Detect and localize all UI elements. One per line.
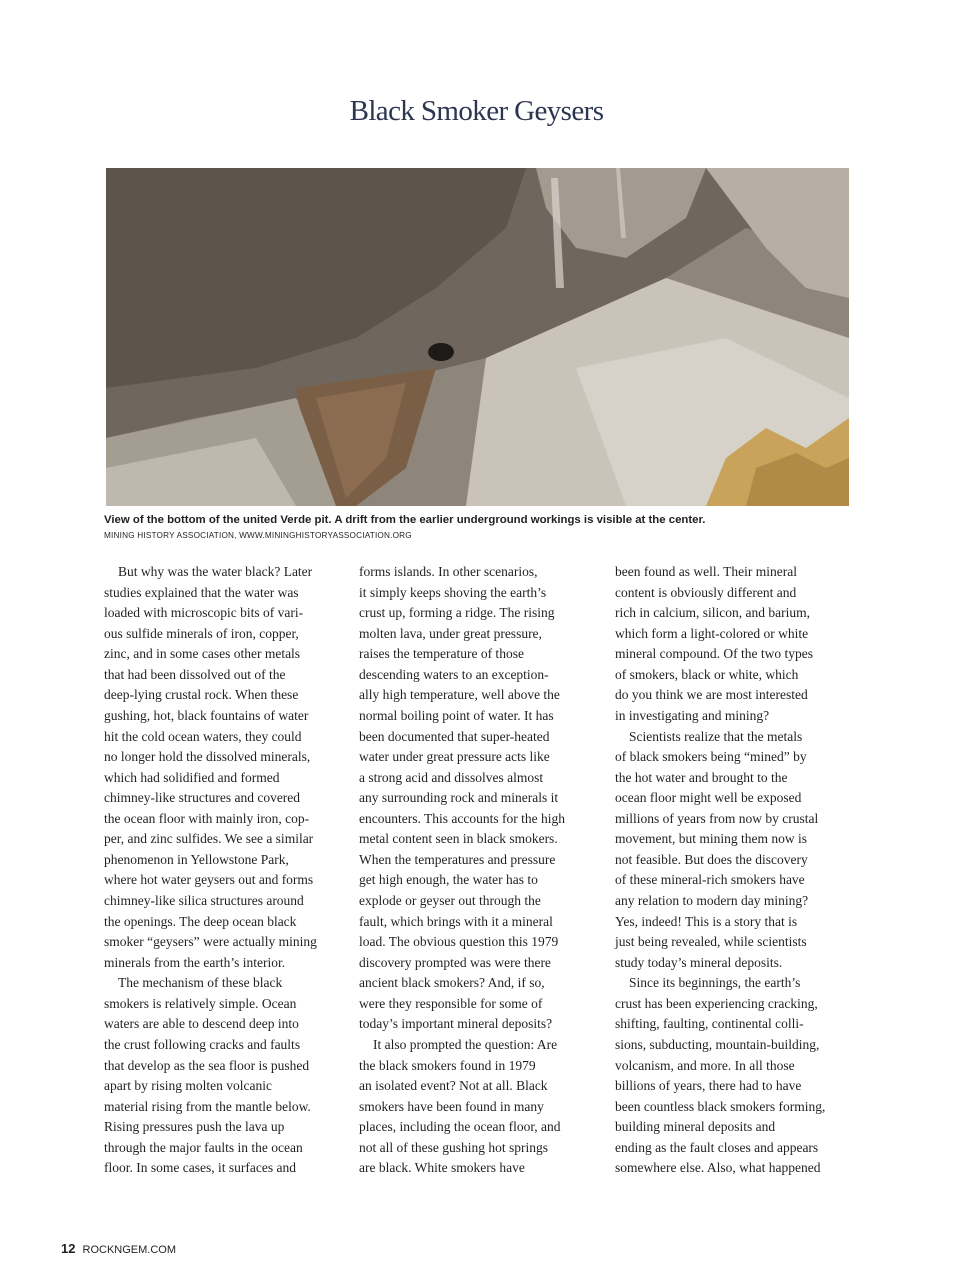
body-text-line: apart by rising molten volcanic [104, 1078, 272, 1094]
body-text-line: of smokers, black or white, which [615, 666, 799, 682]
body-text-line: floor. In some cases, it surfaces and [104, 1160, 296, 1176]
body-text-line: billions of years, there had to have [615, 1078, 802, 1094]
body-text-line: Rising pressures push the lava up [104, 1119, 285, 1135]
body-text-line: the ocean floor with mainly iron, cop- [104, 810, 310, 826]
body-text-line: zinc, and in some cases other metals [104, 646, 301, 662]
body-text-line: minerals from the earth’s interior. [104, 954, 286, 970]
body-text-line: smoker “geysers” were actually mining [104, 934, 317, 950]
text-column-2 [359, 562, 607, 1179]
body-text-line: encounters. This accounts for the high [359, 810, 565, 826]
text-column-3 [615, 562, 863, 1179]
body-text-line: volcanism, and more. In all those [615, 1057, 795, 1073]
photo-caption: View of the bottom of the united Verde pit. A drift from the earlier underground workings is visible at the center. [104, 514, 706, 526]
body-text-line: ending as the fault closes and appears [615, 1139, 819, 1155]
body-text-line: hit the cold ocean waters, they could [104, 728, 302, 744]
body-text-line: shifting, faulting, continental colli- [615, 1016, 804, 1032]
body-text-line: somewhere else. Also, what happened [615, 1160, 821, 1176]
body-text-line: any surrounding rock and minerals it [359, 790, 559, 806]
body-text-line: which had solidified and formed [104, 769, 280, 785]
body-text-line: just being revealed, while scientists [615, 934, 807, 950]
body-text-line: were they responsible for some of [359, 995, 543, 1011]
body-text-line: of black smokers being “mined” by [615, 749, 807, 765]
body-text-line: get high enough, the water has to [359, 872, 538, 888]
body-text-line: an isolated event? Not at all. Black [359, 1078, 548, 1094]
page-title: Black Smoker Geysers [349, 95, 604, 128]
body-text-line: millions of years from now by crustal [615, 810, 819, 826]
body-text-line: no longer hold the dissolved minerals, [104, 749, 311, 765]
body-text-line: smokers is relatively simple. Ocean [104, 995, 297, 1011]
body-text-line: study today’s mineral deposits. [615, 954, 783, 970]
body-text-line: ancient black smokers? And, if so, [359, 975, 545, 991]
photo-credit: MINING HISTORY ASSOCIATION, WWW.MININGHISTORYASSOCIATION.ORG [104, 531, 412, 540]
body-text-line: places, including the ocean floor, and [359, 1119, 561, 1135]
body-text-line: normal boiling point of water. It has [359, 707, 554, 723]
body-text-line: Since its beginnings, the earth’s [629, 975, 801, 991]
body-text-line: ous sulfide minerals of iron, copper, [104, 625, 299, 641]
body-text-line: any relation to modern day mining? [615, 893, 809, 908]
body-text-line: through the major faults in the ocean [104, 1139, 303, 1155]
body-text-line: metal content seen in black smokers. [359, 831, 558, 847]
body-text-line: been found as well. Their mineral [615, 564, 797, 579]
body-text-line: ocean floor might well be exposed [615, 790, 802, 806]
body-text-line: per, and zinc sulfides. We see a similar [104, 831, 314, 847]
page-number: 12 [61, 1241, 76, 1256]
body-text-line: a strong acid and dissolves almost [359, 769, 544, 785]
body-text-line: forms islands. In other scenarios, [359, 564, 538, 579]
body-text-line: crust up, forming a ridge. The rising [359, 605, 555, 621]
body-text-line: been countless black smokers forming, [615, 1098, 826, 1114]
body-text-line: rich in calcium, silicon, and barium, [615, 605, 810, 621]
body-text-line: not feasible. But does the discovery [615, 851, 808, 867]
body-text-line: in investigating and mining? [615, 707, 770, 723]
body-text-line: descending waters to an exception- [359, 666, 549, 682]
body-text-line: explode or geyser out through the [359, 893, 541, 908]
body-text-line: which form a light-colored or white [615, 625, 809, 641]
body-text-line: chimney-like silica structures around [104, 893, 304, 908]
body-text-line: water under great pressure acts like [359, 749, 550, 765]
text-column-1 [104, 562, 352, 1179]
body-text-line: mineral compound. Of the two types [615, 646, 813, 662]
body-text-line: not all of these gushing hot springs [359, 1139, 548, 1155]
body-text-line: Yes, indeed! This is a story that is [615, 913, 798, 929]
body-text-line: molten lava, under great pressure, [359, 625, 542, 641]
body-text-line: studies explained that the water was [104, 584, 299, 600]
body-text-line: fault, which brings with it a mineral [359, 913, 553, 929]
body-text-line: deep-lying crustal rock. When these [104, 687, 299, 703]
pit-photo-illustration [106, 168, 849, 506]
body-text-line: It also prompted the question: Are [373, 1036, 558, 1052]
body-text-line: that had been dissolved out of the [104, 666, 286, 682]
body-text-line: loaded with microscopic bits of vari- [104, 605, 304, 621]
body-text-line: material rising from the mantle below. [104, 1098, 311, 1114]
body-text-line: today’s important mineral deposits? [359, 1016, 553, 1032]
body-text-line: movement, but mining them now is [615, 831, 807, 847]
body-text-line: it simply keeps shoving the earth’s [359, 584, 547, 600]
body-text-line: where hot water geysers out and forms [104, 872, 314, 888]
body-text-line: smokers have been found in many [359, 1098, 544, 1114]
body-text-line: phenomenon in Yellowstone Park, [104, 851, 289, 867]
body-text-line: ally high temperature, well above the [359, 687, 560, 703]
body-text-line: crust has been experiencing cracking, [615, 995, 818, 1011]
body-text-line: content is obviously different and [615, 584, 797, 600]
body-text-line: When the temperatures and pressure [359, 851, 556, 867]
body-text-line: do you think we are most interested [615, 687, 808, 703]
pit-photo [106, 168, 849, 506]
body-text-line: waters are able to descend deep into [104, 1016, 299, 1032]
body-text-line: the hot water and brought to the [615, 769, 788, 785]
body-text-line: of these mineral-rich smokers have [615, 872, 805, 888]
body-text-line: the crust following cracks and faults [104, 1036, 301, 1052]
body-text-line: that develop as the sea floor is pushed [104, 1057, 310, 1073]
body-text-line: load. The obvious question this 1979 [359, 934, 559, 950]
site-name: ROCKNGEM.COM [82, 1244, 177, 1256]
body-text-line: gushing, hot, black fountains of water [104, 707, 309, 723]
page-footer [61, 1241, 176, 1256]
body-text-line: sions, subducting, mountain-building, [615, 1036, 820, 1052]
body-text-line: are black. White smokers have [359, 1160, 525, 1176]
body-text-line: discovery prompted was were there [359, 954, 551, 970]
body-text-line: chimney-like structures and covered [104, 790, 301, 806]
body-text-line: But why was the water black? Later [118, 564, 313, 579]
body-text-line: Scientists realize that the metals [629, 728, 803, 744]
body-text-line: raises the temperature of those [359, 646, 524, 662]
body-text-line: the openings. The deep ocean black [104, 913, 297, 929]
body-text-line: the black smokers found in 1979 [359, 1057, 536, 1073]
body-text-line: The mechanism of these black [118, 975, 283, 991]
body-text-line: building mineral deposits and [615, 1119, 776, 1135]
body-text-line: been documented that super-heated [359, 728, 550, 744]
